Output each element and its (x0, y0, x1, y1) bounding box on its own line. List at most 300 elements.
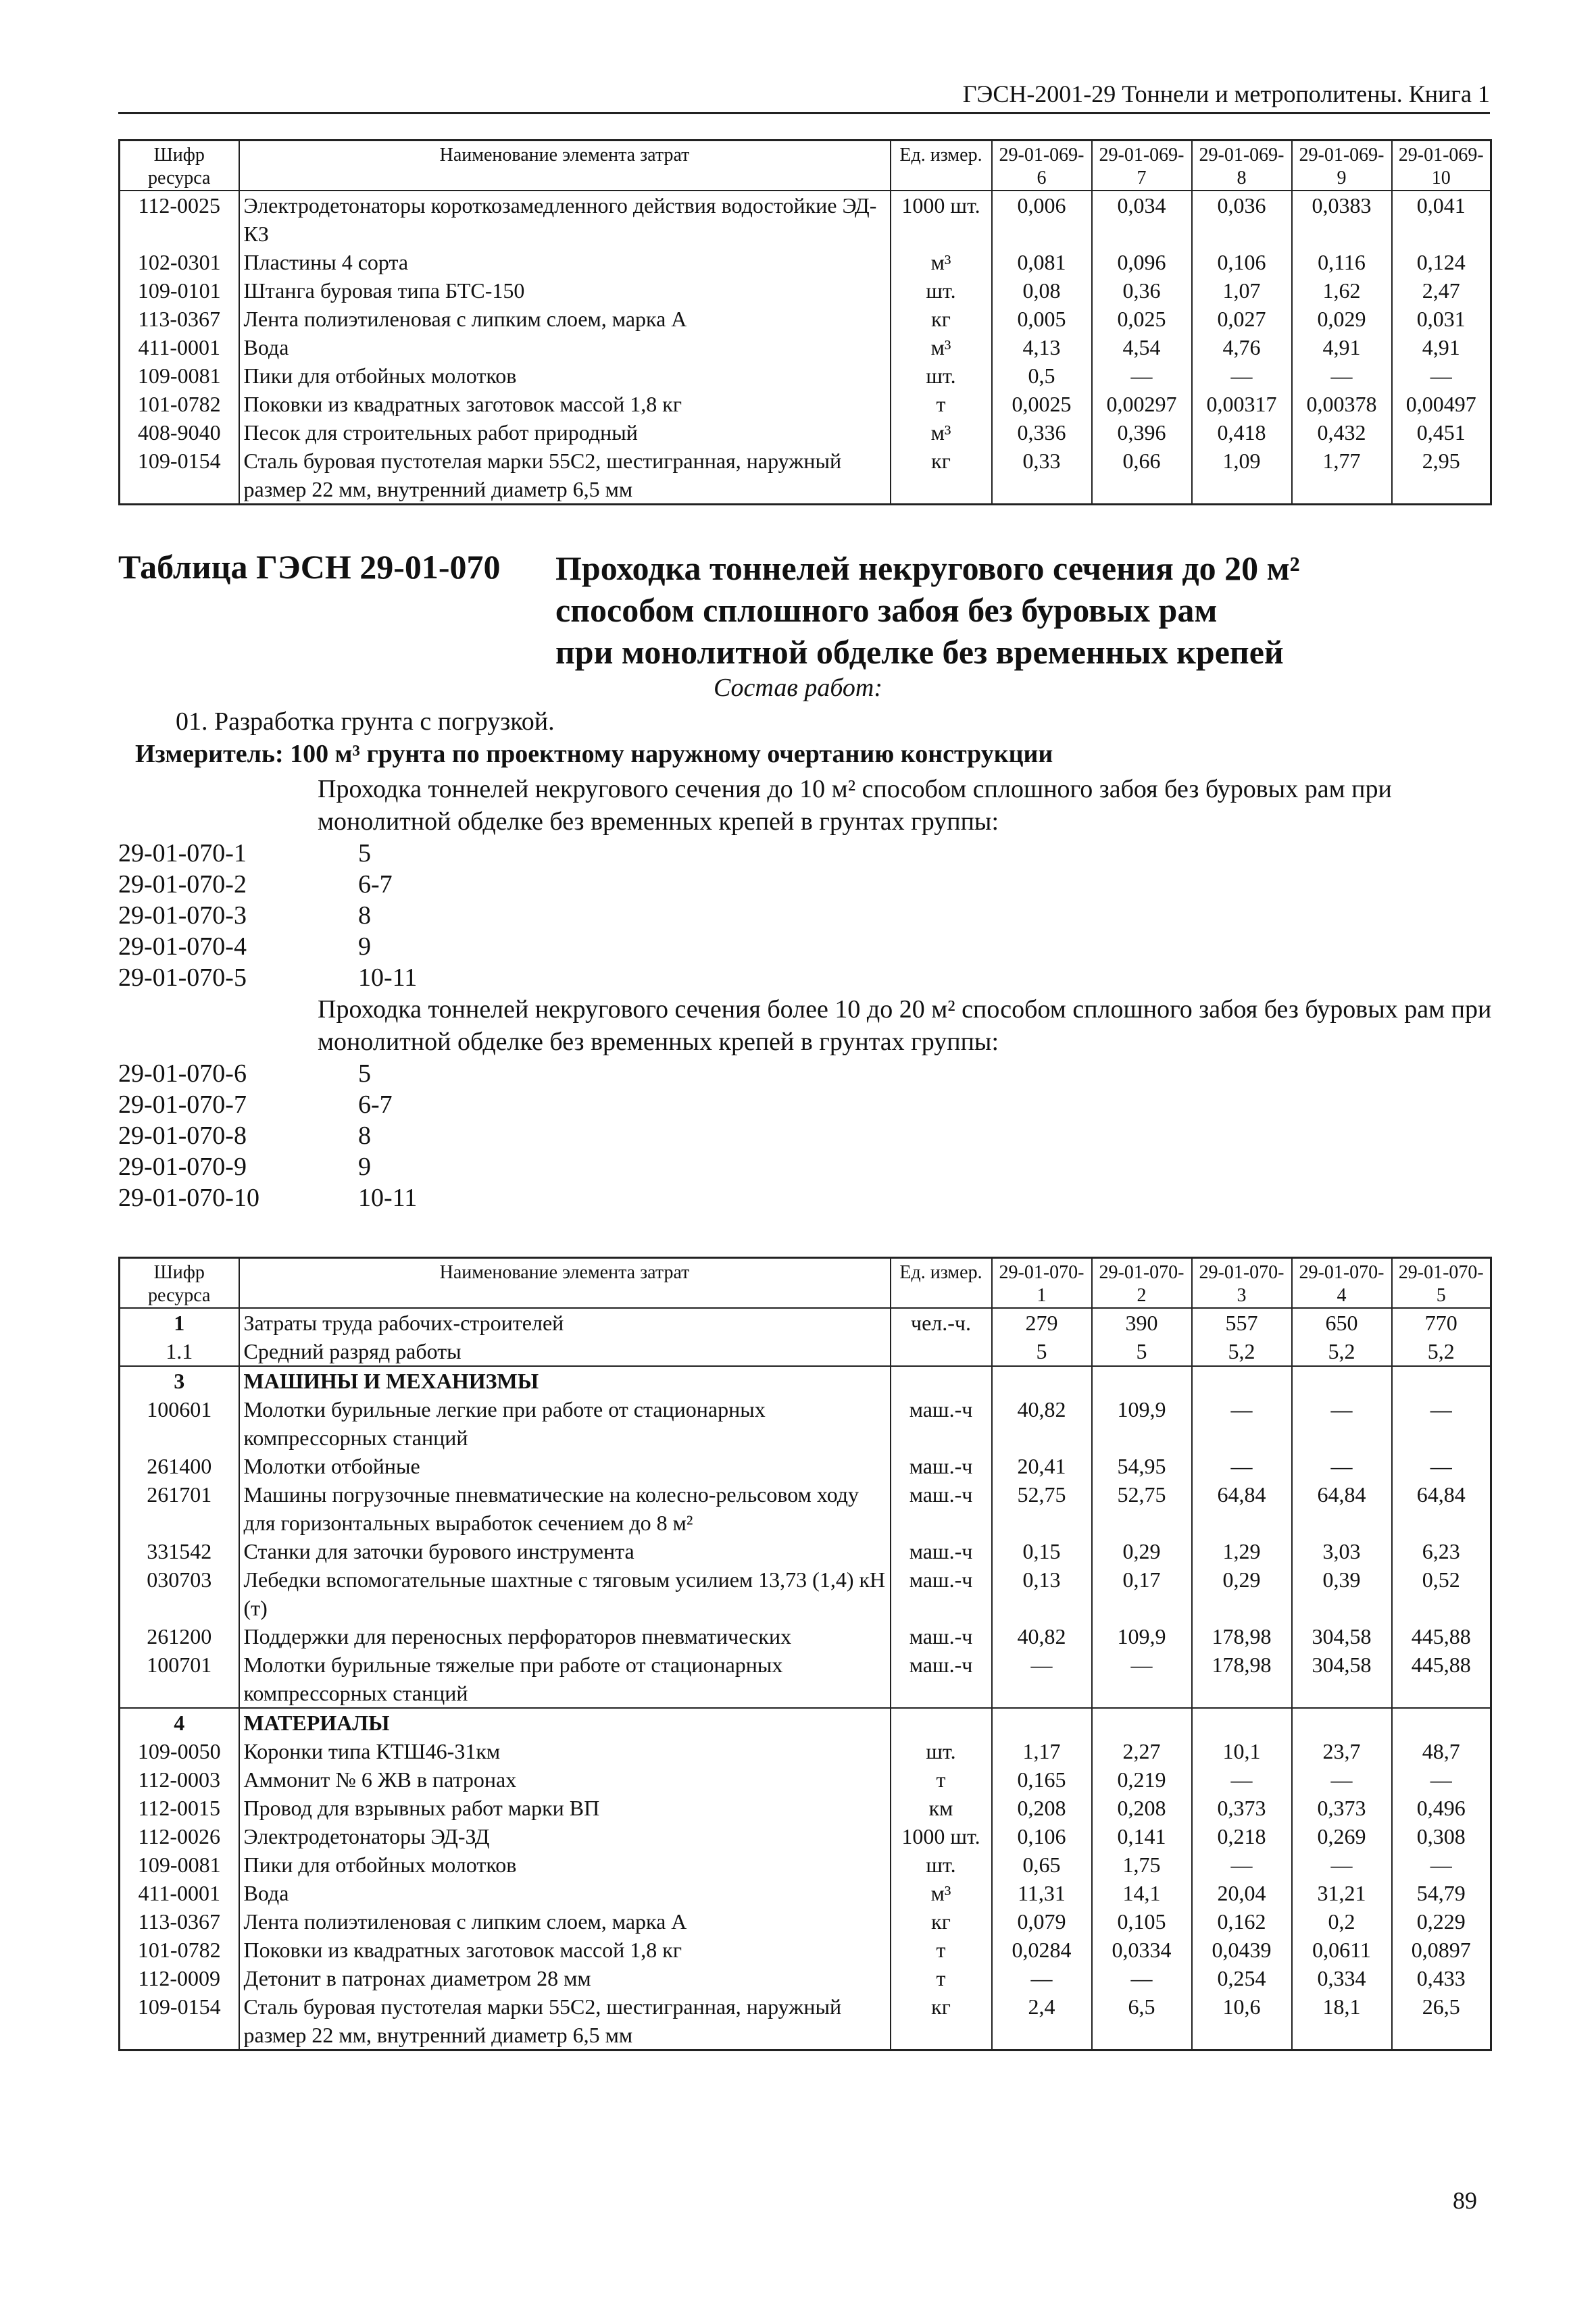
item-name-cell: Электродетонаторы короткозамедленного действия водостойкие ЭД-КЗ (239, 191, 891, 248)
value-cell: 0,027 (1192, 305, 1292, 333)
unit-cell: маш.-ч (891, 1537, 992, 1565)
resource-table-070 (118, 1257, 1492, 2051)
value-cell: 0,041 (1392, 191, 1491, 248)
value-cell: 0,2 (1292, 1907, 1392, 1936)
table-row (120, 1992, 1491, 2051)
item-name-cell: Средний разряд работы (239, 1337, 891, 1366)
table-row (120, 276, 1491, 305)
value-cell: 23,7 (1292, 1737, 1392, 1765)
resource-code-cell: 261400 (120, 1452, 239, 1480)
value-cell: — (1192, 1851, 1292, 1879)
code-row (118, 1151, 417, 1182)
table-row (120, 1366, 1491, 1395)
item-name-cell: Сталь буровая пустотелая марки 55С2, шестигранная, наружный размер 22 мм, внутренний диаметр 6,5 мм (239, 447, 891, 505)
norm-code: 29-01-070-8 (118, 1122, 247, 1150)
value-cell: 0,106 (1192, 248, 1292, 276)
unit-cell: 1000 шт. (891, 191, 992, 248)
value-cell: 26,5 (1392, 1992, 1491, 2051)
value-cell: 52,75 (1092, 1480, 1192, 1537)
resource-code-cell: 4 (120, 1708, 239, 1737)
table-row (120, 1936, 1491, 1964)
value-cell: 0,0284 (992, 1936, 1092, 1964)
code-row (118, 869, 417, 900)
code-row (118, 931, 417, 962)
value-cell: 178,98 (1192, 1622, 1292, 1651)
unit-cell (891, 1708, 992, 1737)
soil-group: 9 (358, 932, 371, 961)
table-row (120, 390, 1491, 418)
value-cell: 11,31 (992, 1879, 1092, 1907)
resource-code-cell: 101-0782 (120, 390, 239, 418)
value-cell: — (1392, 1851, 1491, 1879)
table-row (120, 305, 1491, 333)
value-cell: 0,219 (1092, 1765, 1192, 1794)
measurement-unit: Измеритель: 100 м³ грунта по проектному наружному очертанию конструкции (135, 740, 1053, 768)
value-cell: — (1192, 361, 1292, 390)
unit-cell: т (891, 1765, 992, 1794)
resource-code-cell: 112-0003 (120, 1765, 239, 1794)
item-name-cell: Аммонит № 6 ЖВ в патронах (239, 1765, 891, 1794)
value-cell: 5 (992, 1337, 1092, 1366)
value-cell: 5,2 (1392, 1337, 1491, 1366)
resource-code-cell: 411-0001 (120, 333, 239, 361)
soil-group: 9 (358, 1153, 371, 1181)
value-cell: 0,106 (992, 1822, 1092, 1851)
value-cell: 0,36 (1092, 276, 1192, 305)
value-cell: 64,84 (1292, 1480, 1392, 1537)
item-name-cell: Сталь буровая пустотелая марки 55С2, шестигранная, наружный размер 22 мм, внутренний диаметр 6,5 мм (239, 1992, 891, 2051)
value-cell: 1,07 (1192, 276, 1292, 305)
table-row (120, 1480, 1491, 1537)
value-cell: 5 (1092, 1337, 1192, 1366)
table-row (120, 1822, 1491, 1851)
value-cell: 0,229 (1392, 1907, 1491, 1936)
unit-cell: м³ (891, 333, 992, 361)
value-cell: 0,031 (1392, 305, 1491, 333)
value-cell: 0,006 (992, 191, 1092, 248)
value-cell: 0,0897 (1392, 1936, 1491, 1964)
value-cell: 304,58 (1292, 1651, 1392, 1708)
column-header: 29-01-069-7 (1092, 141, 1192, 191)
table-row (120, 1964, 1491, 1992)
table-row (120, 1708, 1491, 1737)
value-cell: 52,75 (992, 1480, 1092, 1537)
description-1: Проходка тоннелей некругового сечения до 10 м² способом сплошного забоя без буровых рам при монолитной обделке без временных крепей в грунтах группы: (318, 775, 1392, 836)
value-cell: 0,124 (1392, 248, 1491, 276)
running-header (118, 80, 1490, 114)
value-cell: 4,54 (1092, 333, 1192, 361)
value-cell: 109,9 (1092, 1622, 1192, 1651)
code-row (118, 1182, 417, 1213)
value-cell: 0,433 (1392, 1964, 1491, 1992)
value-cell: — (1292, 1395, 1392, 1452)
value-cell: 0,13 (992, 1565, 1092, 1622)
value-cell: 0,218 (1192, 1822, 1292, 1851)
item-name-cell: Электродетонаторы ЭД-ЗД (239, 1822, 891, 1851)
table-row (120, 1337, 1491, 1366)
value-cell: 48,7 (1392, 1737, 1491, 1765)
unit-cell: т (891, 390, 992, 418)
value-cell: 0,005 (992, 305, 1092, 333)
value-cell (1192, 1366, 1292, 1395)
item-name-cell: Молотки бурильные легкие при работе от стационарных компрессорных станций (239, 1395, 891, 1452)
value-cell: 0,096 (1092, 248, 1192, 276)
table-row (120, 1622, 1491, 1651)
value-cell: 0,29 (1092, 1537, 1192, 1565)
table-row (120, 248, 1491, 276)
value-cell: 1,77 (1292, 447, 1392, 505)
value-cell: 0,5 (992, 361, 1092, 390)
column-header: Наименование элемента затрат (239, 1258, 891, 1309)
unit-cell: шт. (891, 276, 992, 305)
unit-cell: м³ (891, 418, 992, 447)
value-cell (1392, 1366, 1491, 1395)
unit-cell: кг (891, 1907, 992, 1936)
value-cell: 0,08 (992, 276, 1092, 305)
value-cell: 31,21 (1292, 1879, 1392, 1907)
value-cell: 2,27 (1092, 1737, 1192, 1765)
table-row (120, 1851, 1491, 1879)
value-cell: 109,9 (1092, 1395, 1192, 1452)
soil-group: 10-11 (358, 1184, 418, 1212)
code-row (118, 962, 417, 993)
item-name-cell: Лебедки вспомогательные шахтные с тяговым усилием 13,73 (1,4) кН (т) (239, 1565, 891, 1622)
value-cell: 279 (992, 1308, 1092, 1337)
item-name-cell: Пики для отбойных молотков (239, 361, 891, 390)
value-cell: 0,165 (992, 1765, 1092, 1794)
unit-cell (891, 1337, 992, 1366)
value-cell: 0,079 (992, 1907, 1092, 1936)
value-cell: 0,034 (1092, 191, 1192, 248)
norm-code: 29-01-070-3 (118, 901, 247, 930)
value-cell (1092, 1366, 1192, 1395)
resource-code-cell: 109-0154 (120, 1992, 239, 2051)
table-row (120, 447, 1491, 505)
value-cell: 40,82 (992, 1395, 1092, 1452)
resource-table-069 (118, 139, 1492, 505)
value-cell: 2,47 (1392, 276, 1491, 305)
value-cell: 770 (1392, 1308, 1491, 1337)
unit-cell: 1000 шт. (891, 1822, 992, 1851)
column-header: Шифр ресурса (120, 141, 239, 191)
code-row (118, 900, 417, 931)
value-cell: 0,00378 (1292, 390, 1392, 418)
item-name-cell: Вода (239, 333, 891, 361)
unit-cell: т (891, 1936, 992, 1964)
value-cell: 0,208 (992, 1794, 1092, 1822)
value-cell: — (1192, 1452, 1292, 1480)
value-cell: 1,62 (1292, 276, 1392, 305)
value-cell: — (1092, 361, 1192, 390)
item-name-cell: Молотки бурильные тяжелые при работе от стационарных компрессорных станций (239, 1651, 891, 1708)
resource-code-cell: 408-9040 (120, 418, 239, 447)
unit-cell: шт. (891, 1737, 992, 1765)
value-cell: 0,334 (1292, 1964, 1392, 1992)
value-cell: 4,13 (992, 333, 1092, 361)
value-cell: 0,15 (992, 1537, 1092, 1565)
value-cell: 304,58 (1292, 1622, 1392, 1651)
resource-code-cell: 112-0026 (120, 1822, 239, 1851)
value-cell: — (1192, 1395, 1292, 1452)
value-cell (1192, 1708, 1292, 1737)
value-cell: 0,33 (992, 447, 1092, 505)
unit-cell: км (891, 1794, 992, 1822)
value-cell: 0,373 (1292, 1794, 1392, 1822)
value-cell: 0,00317 (1192, 390, 1292, 418)
value-cell: 4,91 (1392, 333, 1491, 361)
item-name-cell: Машины погрузочные пневматические на колесно-рельсовом ходу для горизонтальных выработок сечением до 8 м² (239, 1480, 891, 1537)
value-cell: 0,269 (1292, 1822, 1392, 1851)
value-cell: 0,00297 (1092, 390, 1192, 418)
resource-code-cell: 102-0301 (120, 248, 239, 276)
norm-code: 29-01-070-7 (118, 1090, 247, 1119)
value-cell: 10,1 (1192, 1737, 1292, 1765)
soil-group: 5 (358, 839, 371, 867)
table-row (120, 1651, 1491, 1708)
table-row (120, 1879, 1491, 1907)
column-header: Шифр ресурса (120, 1258, 239, 1309)
value-cell (1392, 1708, 1491, 1737)
value-cell (1292, 1708, 1392, 1737)
value-cell: 0,00497 (1392, 390, 1491, 418)
value-cell: 0,17 (1092, 1565, 1192, 1622)
value-cell: 5,2 (1292, 1337, 1392, 1366)
unit-cell: кг (891, 305, 992, 333)
value-cell (992, 1366, 1092, 1395)
resource-code-cell: 100701 (120, 1651, 239, 1708)
item-name-cell: Коронки типа КТШ46-31км (239, 1737, 891, 1765)
value-cell: — (1092, 1964, 1192, 1992)
code-row (118, 1058, 417, 1089)
value-cell: 1,17 (992, 1737, 1092, 1765)
code-row (118, 1089, 417, 1120)
item-name-cell: МАШИНЫ И МЕХАНИЗМЫ (239, 1366, 891, 1395)
soil-group: 8 (358, 901, 371, 930)
unit-cell: шт. (891, 1851, 992, 1879)
resource-code-cell: 1 (120, 1308, 239, 1337)
value-cell: 0,0383 (1292, 191, 1392, 248)
unit-cell: маш.-ч (891, 1622, 992, 1651)
unit-cell: кг (891, 447, 992, 505)
value-cell (992, 1708, 1092, 1737)
table-row (120, 1537, 1491, 1565)
table-row (120, 1452, 1491, 1480)
value-cell: 390 (1092, 1308, 1192, 1337)
running-header-text: ГЭСН-2001-29 Тоннели и метрополитены. Книга 1 (962, 80, 1490, 107)
resource-code-cell: 112-0015 (120, 1794, 239, 1822)
value-cell: — (1392, 1452, 1491, 1480)
table-title (555, 547, 1434, 673)
item-name-cell: Штанга буровая типа БТС-150 (239, 276, 891, 305)
value-cell: 0,0611 (1292, 1936, 1392, 1964)
value-cell: 4,91 (1292, 333, 1392, 361)
column-header: 29-01-069-6 (992, 141, 1092, 191)
value-cell: 0,432 (1292, 418, 1392, 447)
table-row (120, 1395, 1491, 1452)
value-cell: 445,88 (1392, 1622, 1491, 1651)
item-name-cell: Станки для заточки бурового инструмента (239, 1537, 891, 1565)
resource-code-cell: 113-0367 (120, 305, 239, 333)
value-cell: 0,254 (1192, 1964, 1292, 1992)
value-cell: 6,5 (1092, 1992, 1192, 2051)
table-row (120, 333, 1491, 361)
column-header: 29-01-069-10 (1392, 141, 1491, 191)
unit-cell: кг (891, 1992, 992, 2051)
value-cell: 0,65 (992, 1851, 1092, 1879)
value-cell: 54,95 (1092, 1452, 1192, 1480)
value-cell: 1,29 (1192, 1537, 1292, 1565)
value-cell: 4,76 (1192, 333, 1292, 361)
unit-cell: маш.-ч (891, 1452, 992, 1480)
resource-code-cell: 109-0081 (120, 361, 239, 390)
item-name-cell: Провод для взрывных работ марки ВП (239, 1794, 891, 1822)
table-row (120, 361, 1491, 390)
resource-code-cell: 109-0154 (120, 447, 239, 505)
value-cell: 14,1 (1092, 1879, 1192, 1907)
soil-group: 10-11 (358, 963, 418, 992)
value-cell: — (1292, 361, 1392, 390)
value-cell: 5,2 (1192, 1337, 1292, 1366)
code-row (118, 1120, 417, 1151)
table-row (120, 1565, 1491, 1622)
column-header: Наименование элемента затрат (239, 141, 891, 191)
work-composition-heading: Состав работ: (713, 674, 883, 702)
table-row (120, 1308, 1491, 1337)
value-cell: 0,29 (1192, 1565, 1292, 1622)
table-number: Таблица ГЭСН 29-01-070 (118, 548, 501, 586)
value-cell: 557 (1192, 1308, 1292, 1337)
value-cell: 64,84 (1392, 1480, 1491, 1537)
value-cell: 6,23 (1392, 1537, 1491, 1565)
value-cell: 0,0439 (1192, 1936, 1292, 1964)
value-cell: 0,496 (1392, 1794, 1491, 1822)
resource-code-cell: 112-0025 (120, 191, 239, 248)
column-header: 29-01-069-8 (1192, 141, 1292, 191)
column-header: 29-01-069-9 (1292, 141, 1392, 191)
resource-code-cell: 109-0050 (120, 1737, 239, 1765)
unit-cell: чел.-ч. (891, 1308, 992, 1337)
norm-code: 29-01-070-2 (118, 870, 247, 899)
code-row (118, 838, 417, 869)
item-name-cell: Затраты труда рабочих-строителей (239, 1308, 891, 1337)
column-header: Ед. измер. (891, 1258, 992, 1309)
value-cell: 0,0334 (1092, 1936, 1192, 1964)
unit-cell: шт. (891, 361, 992, 390)
unit-cell: м³ (891, 248, 992, 276)
value-cell: — (1292, 1765, 1392, 1794)
value-cell: 0,308 (1392, 1822, 1491, 1851)
norm-code: 29-01-070-4 (118, 932, 247, 961)
value-cell: 0,373 (1192, 1794, 1292, 1822)
value-cell: 650 (1292, 1308, 1392, 1337)
value-cell: 0,336 (992, 418, 1092, 447)
soil-group: 6-7 (358, 1090, 393, 1119)
soil-group: 6-7 (358, 870, 393, 899)
value-cell: 0,105 (1092, 1907, 1192, 1936)
value-cell: 1,75 (1092, 1851, 1192, 1879)
value-cell: — (1292, 1452, 1392, 1480)
value-cell: — (992, 1964, 1092, 1992)
norm-code: 29-01-070-1 (118, 839, 247, 867)
value-cell: 0,52 (1392, 1565, 1491, 1622)
value-cell: 20,04 (1192, 1879, 1292, 1907)
value-cell: 18,1 (1292, 1992, 1392, 2051)
column-header: 29-01-070-5 (1392, 1258, 1491, 1309)
value-cell: 0,0025 (992, 390, 1092, 418)
item-name-cell: Пики для отбойных молотков (239, 1851, 891, 1879)
resource-code-cell: 030703 (120, 1565, 239, 1622)
item-name-cell: Поковки из квадратных заготовок массой 1,8 кг (239, 1936, 891, 1964)
soil-group: 5 (358, 1059, 371, 1088)
value-cell: 0,396 (1092, 418, 1192, 447)
value-cell: 54,79 (1392, 1879, 1491, 1907)
value-cell: 0,029 (1292, 305, 1392, 333)
item-name-cell: Пластины 4 сорта (239, 248, 891, 276)
table-row (120, 1794, 1491, 1822)
value-cell: 0,116 (1292, 248, 1392, 276)
value-cell: — (1092, 1651, 1192, 1708)
description-2: Проходка тоннелей некругового сечения более 10 до 20 м² способом сплошного забоя без буровых рам при монолитной обделке без временных крепей в грунтах группы: (318, 995, 1492, 1056)
value-cell: — (1192, 1765, 1292, 1794)
item-name-cell: Песок для строительных работ природный (239, 418, 891, 447)
value-cell: 0,141 (1092, 1822, 1192, 1851)
norm-code: 29-01-070-5 (118, 963, 247, 992)
column-header: Ед. измер. (891, 141, 992, 191)
value-cell: — (1392, 1765, 1491, 1794)
resource-code-cell: 261200 (120, 1622, 239, 1651)
item-name-cell: Поковки из квадратных заготовок массой 1,8 кг (239, 390, 891, 418)
resource-code-cell: 109-0081 (120, 1851, 239, 1879)
item-name-cell: Детонит в патронах диаметром 28 мм (239, 1964, 891, 1992)
value-cell: — (1392, 361, 1491, 390)
value-cell: 0,208 (1092, 1794, 1192, 1822)
table-row (120, 1765, 1491, 1794)
unit-cell: маш.-ч (891, 1565, 992, 1622)
value-cell: 0,451 (1392, 418, 1491, 447)
table-row (120, 418, 1491, 447)
value-cell: 0,418 (1192, 418, 1292, 447)
resource-code-cell: 109-0101 (120, 276, 239, 305)
value-cell: 2,95 (1392, 447, 1491, 505)
value-cell: — (1292, 1851, 1392, 1879)
value-cell: 20,41 (992, 1452, 1092, 1480)
unit-cell: маш.-ч (891, 1395, 992, 1452)
resource-code-cell: 101-0782 (120, 1936, 239, 1964)
column-header: 29-01-070-4 (1292, 1258, 1392, 1309)
item-name-cell: МАТЕРИАЛЫ (239, 1708, 891, 1737)
resource-code-cell: 112-0009 (120, 1964, 239, 1992)
item-name-cell: Вода (239, 1879, 891, 1907)
value-cell: 445,88 (1392, 1651, 1491, 1708)
value-cell: 0,162 (1192, 1907, 1292, 1936)
resource-code-cell: 113-0367 (120, 1907, 239, 1936)
column-header: 29-01-070-3 (1192, 1258, 1292, 1309)
norm-code: 29-01-070-6 (118, 1059, 247, 1088)
value-cell: 0,036 (1192, 191, 1292, 248)
value-cell (1092, 1708, 1192, 1737)
value-cell: — (1392, 1395, 1491, 1452)
table-title-line-2: способом сплошного забоя без буровых рам (555, 591, 1218, 629)
value-cell: 10,6 (1192, 1992, 1292, 2051)
code-list-1 (118, 838, 417, 993)
code-list-2 (118, 1058, 417, 1213)
value-cell: 40,82 (992, 1622, 1092, 1651)
norm-code: 29-01-070-9 (118, 1153, 247, 1181)
table-row (120, 1737, 1491, 1765)
unit-cell: маш.-ч (891, 1651, 992, 1708)
resource-code-cell: 1.1 (120, 1337, 239, 1366)
soil-group: 8 (358, 1122, 371, 1150)
